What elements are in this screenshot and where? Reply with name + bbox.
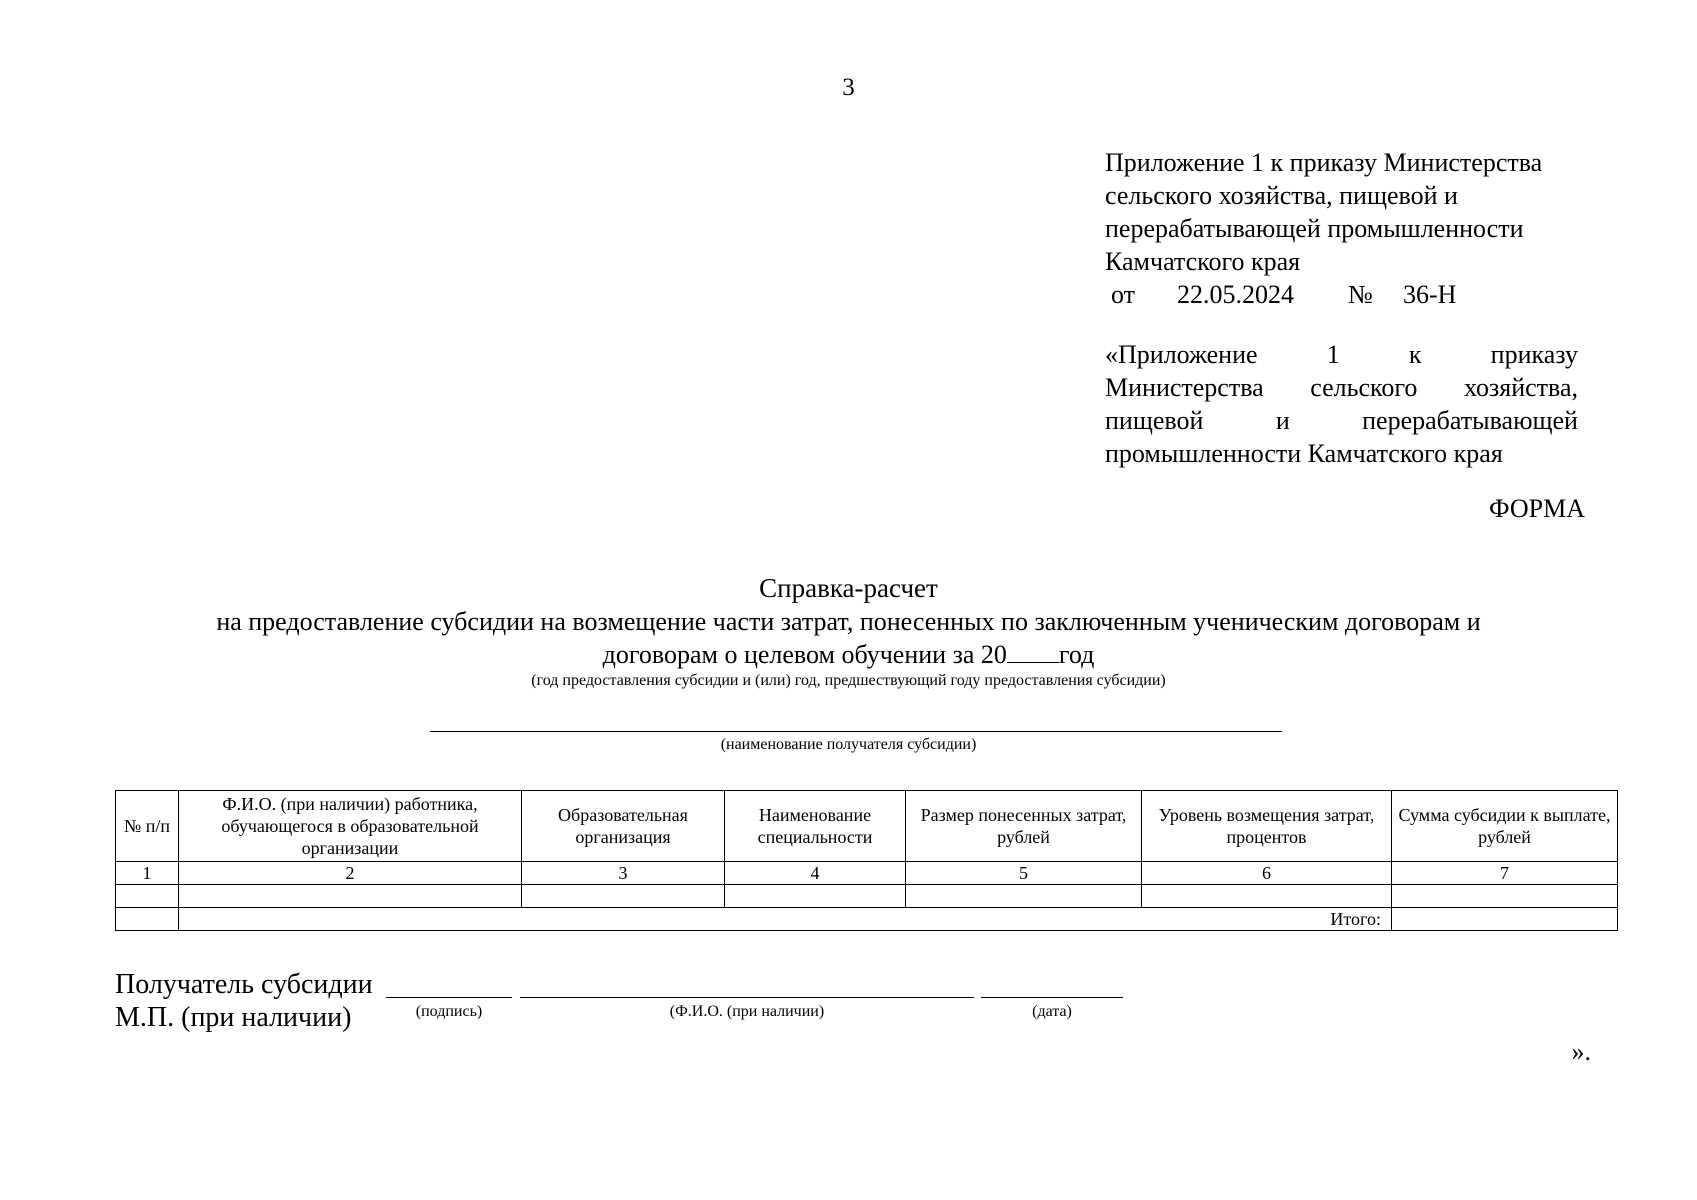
header-cell: Уровень возмещения затрат, процентов bbox=[1142, 791, 1392, 862]
empty-cell[interactable] bbox=[522, 885, 725, 908]
prior-word: пищевой bbox=[1105, 406, 1204, 435]
column-number-cell: 3 bbox=[522, 862, 725, 885]
order-number: 36-Н bbox=[1403, 280, 1457, 309]
prior-word: «Приложение bbox=[1105, 340, 1258, 369]
empty-cell[interactable] bbox=[116, 885, 179, 908]
column-number-cell: 6 bbox=[1142, 862, 1392, 885]
header-cell: Ф.И.О. (при наличии) работника, обучающегося в образовательной организации bbox=[179, 791, 522, 862]
recipient-label: Получатель субсидии bbox=[115, 969, 373, 1000]
signature-caption: (подпись) bbox=[415, 1003, 483, 1020]
year-hint: (год предоставления субсидии и (или) год, предшествующий году предоставления субсидии) bbox=[531, 672, 1166, 689]
empty-cell[interactable] bbox=[725, 885, 906, 908]
header-cell: Образовательная организация bbox=[522, 791, 725, 862]
date-caption: (дата) bbox=[1032, 1003, 1072, 1020]
title-line-3-before: договорам о целевом обучении за 20 bbox=[602, 640, 1007, 669]
date-line[interactable] bbox=[981, 997, 1123, 998]
prior-word: перерабатывающей bbox=[1362, 406, 1578, 435]
total-row bbox=[116, 908, 1618, 931]
signature-labels bbox=[115, 968, 373, 1034]
header-cell: Размер понесенных затрат, рублей bbox=[906, 791, 1142, 862]
prior-line-1 bbox=[1105, 338, 1578, 371]
approval-block bbox=[1105, 146, 1585, 311]
approval-line-2: сельского хозяйства, пищевой и bbox=[1105, 181, 1458, 210]
approval-line-4: Камчатского края bbox=[1105, 247, 1301, 276]
approval-line-1: Приложение 1 к приказу Министерства bbox=[1105, 148, 1543, 177]
form-label: ФОРМА bbox=[1489, 494, 1585, 523]
date-prefix: от bbox=[1111, 280, 1136, 309]
prior-word: хозяйства, bbox=[1463, 373, 1578, 402]
prior-word: сельского bbox=[1310, 373, 1418, 402]
total-label: Итого: bbox=[179, 908, 1392, 931]
column-number-cell: 1 bbox=[116, 862, 179, 885]
title-line-3-after: год bbox=[1058, 640, 1095, 669]
order-date-number bbox=[1105, 278, 1585, 311]
header-cell: № п/п bbox=[116, 791, 179, 862]
calculation-table bbox=[115, 790, 1618, 931]
number-sign: № bbox=[1348, 280, 1373, 309]
prior-word: Министерства bbox=[1105, 373, 1264, 402]
empty-cell[interactable] bbox=[1142, 885, 1392, 908]
column-number-cell: 7 bbox=[1392, 862, 1618, 885]
header-cell: Наименование специальности bbox=[725, 791, 906, 862]
prior-line-2 bbox=[1105, 371, 1578, 404]
order-date: 22.05.2024 bbox=[1177, 280, 1294, 309]
title-line-2: на предоставление субсидии на возмещение части затрат, понесенных по заключенным ученическим договорам и bbox=[216, 607, 1481, 636]
prior-line-4: промышленности Камчатского края bbox=[1105, 439, 1503, 468]
total-value-cell[interactable] bbox=[1392, 908, 1618, 931]
stamp-label: М.П. (при наличии) bbox=[115, 1002, 352, 1033]
recipient-caption: (наименование получателя субсидии) bbox=[720, 736, 977, 753]
empty-cell[interactable] bbox=[179, 885, 522, 908]
empty-cell bbox=[116, 908, 179, 931]
closing-quote-mark: ». bbox=[1571, 1037, 1591, 1066]
column-number-cell: 2 bbox=[179, 862, 522, 885]
signature-line[interactable] bbox=[386, 997, 512, 998]
empty-cell[interactable] bbox=[1392, 885, 1618, 908]
prior-line-3 bbox=[1105, 404, 1578, 437]
table-header-row bbox=[116, 791, 1618, 862]
year-blank-field[interactable] bbox=[1007, 640, 1059, 663]
document-title bbox=[0, 572, 1697, 691]
prior-word: приказу bbox=[1490, 340, 1578, 369]
prior-appendix-block bbox=[1105, 338, 1578, 470]
name-line[interactable] bbox=[520, 997, 974, 998]
title-line-3 bbox=[0, 638, 1697, 671]
column-number-cell: 4 bbox=[725, 862, 906, 885]
prior-word: 1 bbox=[1326, 340, 1340, 369]
prior-word: и bbox=[1275, 406, 1290, 435]
empty-cell[interactable] bbox=[906, 885, 1142, 908]
table-row bbox=[116, 885, 1618, 908]
column-number-cell: 5 bbox=[906, 862, 1142, 885]
column-number-row bbox=[116, 862, 1618, 885]
prior-word: к bbox=[1408, 340, 1422, 369]
title-line-1: Справка-расчет bbox=[759, 573, 938, 603]
approval-line-3: перерабатывающей промышленности bbox=[1105, 214, 1524, 243]
name-caption: (Ф.И.О. (при наличии) bbox=[669, 1003, 825, 1020]
page-number: 3 bbox=[842, 74, 855, 101]
header-cell: Сумма субсидии к выплате, рублей bbox=[1392, 791, 1618, 862]
recipient-name-field[interactable] bbox=[430, 731, 1282, 732]
